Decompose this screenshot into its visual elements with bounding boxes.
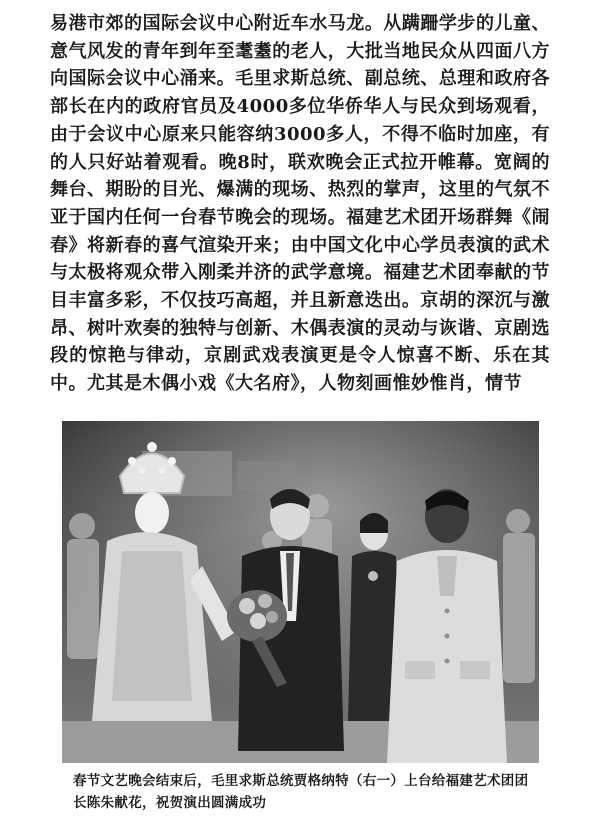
article-body-text: 易港市郊的国际会议中心附近车水马龙。从蹒跚学步的儿童、意气风发的青年到年至耄耋的老人，大批当地民众从四面八方向国际会议中心涌来。毛里求斯总统、副总统、总理和政府各部长在内的政府官员及4000多位华侨华人与民众到场观看，由于会议中心原来只能容纳3000多人，不得不临时加座，有的人只好站着观看。晚8时，联欢晚会正式拉开帷幕。宽阔的舞台、期盼的目光、爆满的现场、热烈的掌声，这里的气氛不亚于国内任何一台春节晚会的现场。福建艺术团开场群舞《闹春》将新春的喜气渲染开来；由中国文化中心学员表演的武术与太极将观众带入刚柔并济的武学意境。福建艺术团奉献的节目丰富多彩，不仅技巧高超，并且新意迭出。京胡的深沉与激昂、树叶欢奏的独特与创新、木偶表演的灵动与诙谐、京剧选段的惊艳与律动，京剧武戏表演更是令人惊喜不断、乐在其中。尤其是木偶小戏《大名府》，人物刻画惟妙惟肖，情节	[50, 13, 550, 395]
event-photo-illustration	[62, 421, 539, 763]
photo-caption: 春节文艺晚会结束后，毛里求斯总统贾格纳特（右一）上台给福建艺术团团长陈朱献花，祝贺演出圆满成功	[73, 773, 529, 811]
event-photo	[62, 421, 539, 763]
